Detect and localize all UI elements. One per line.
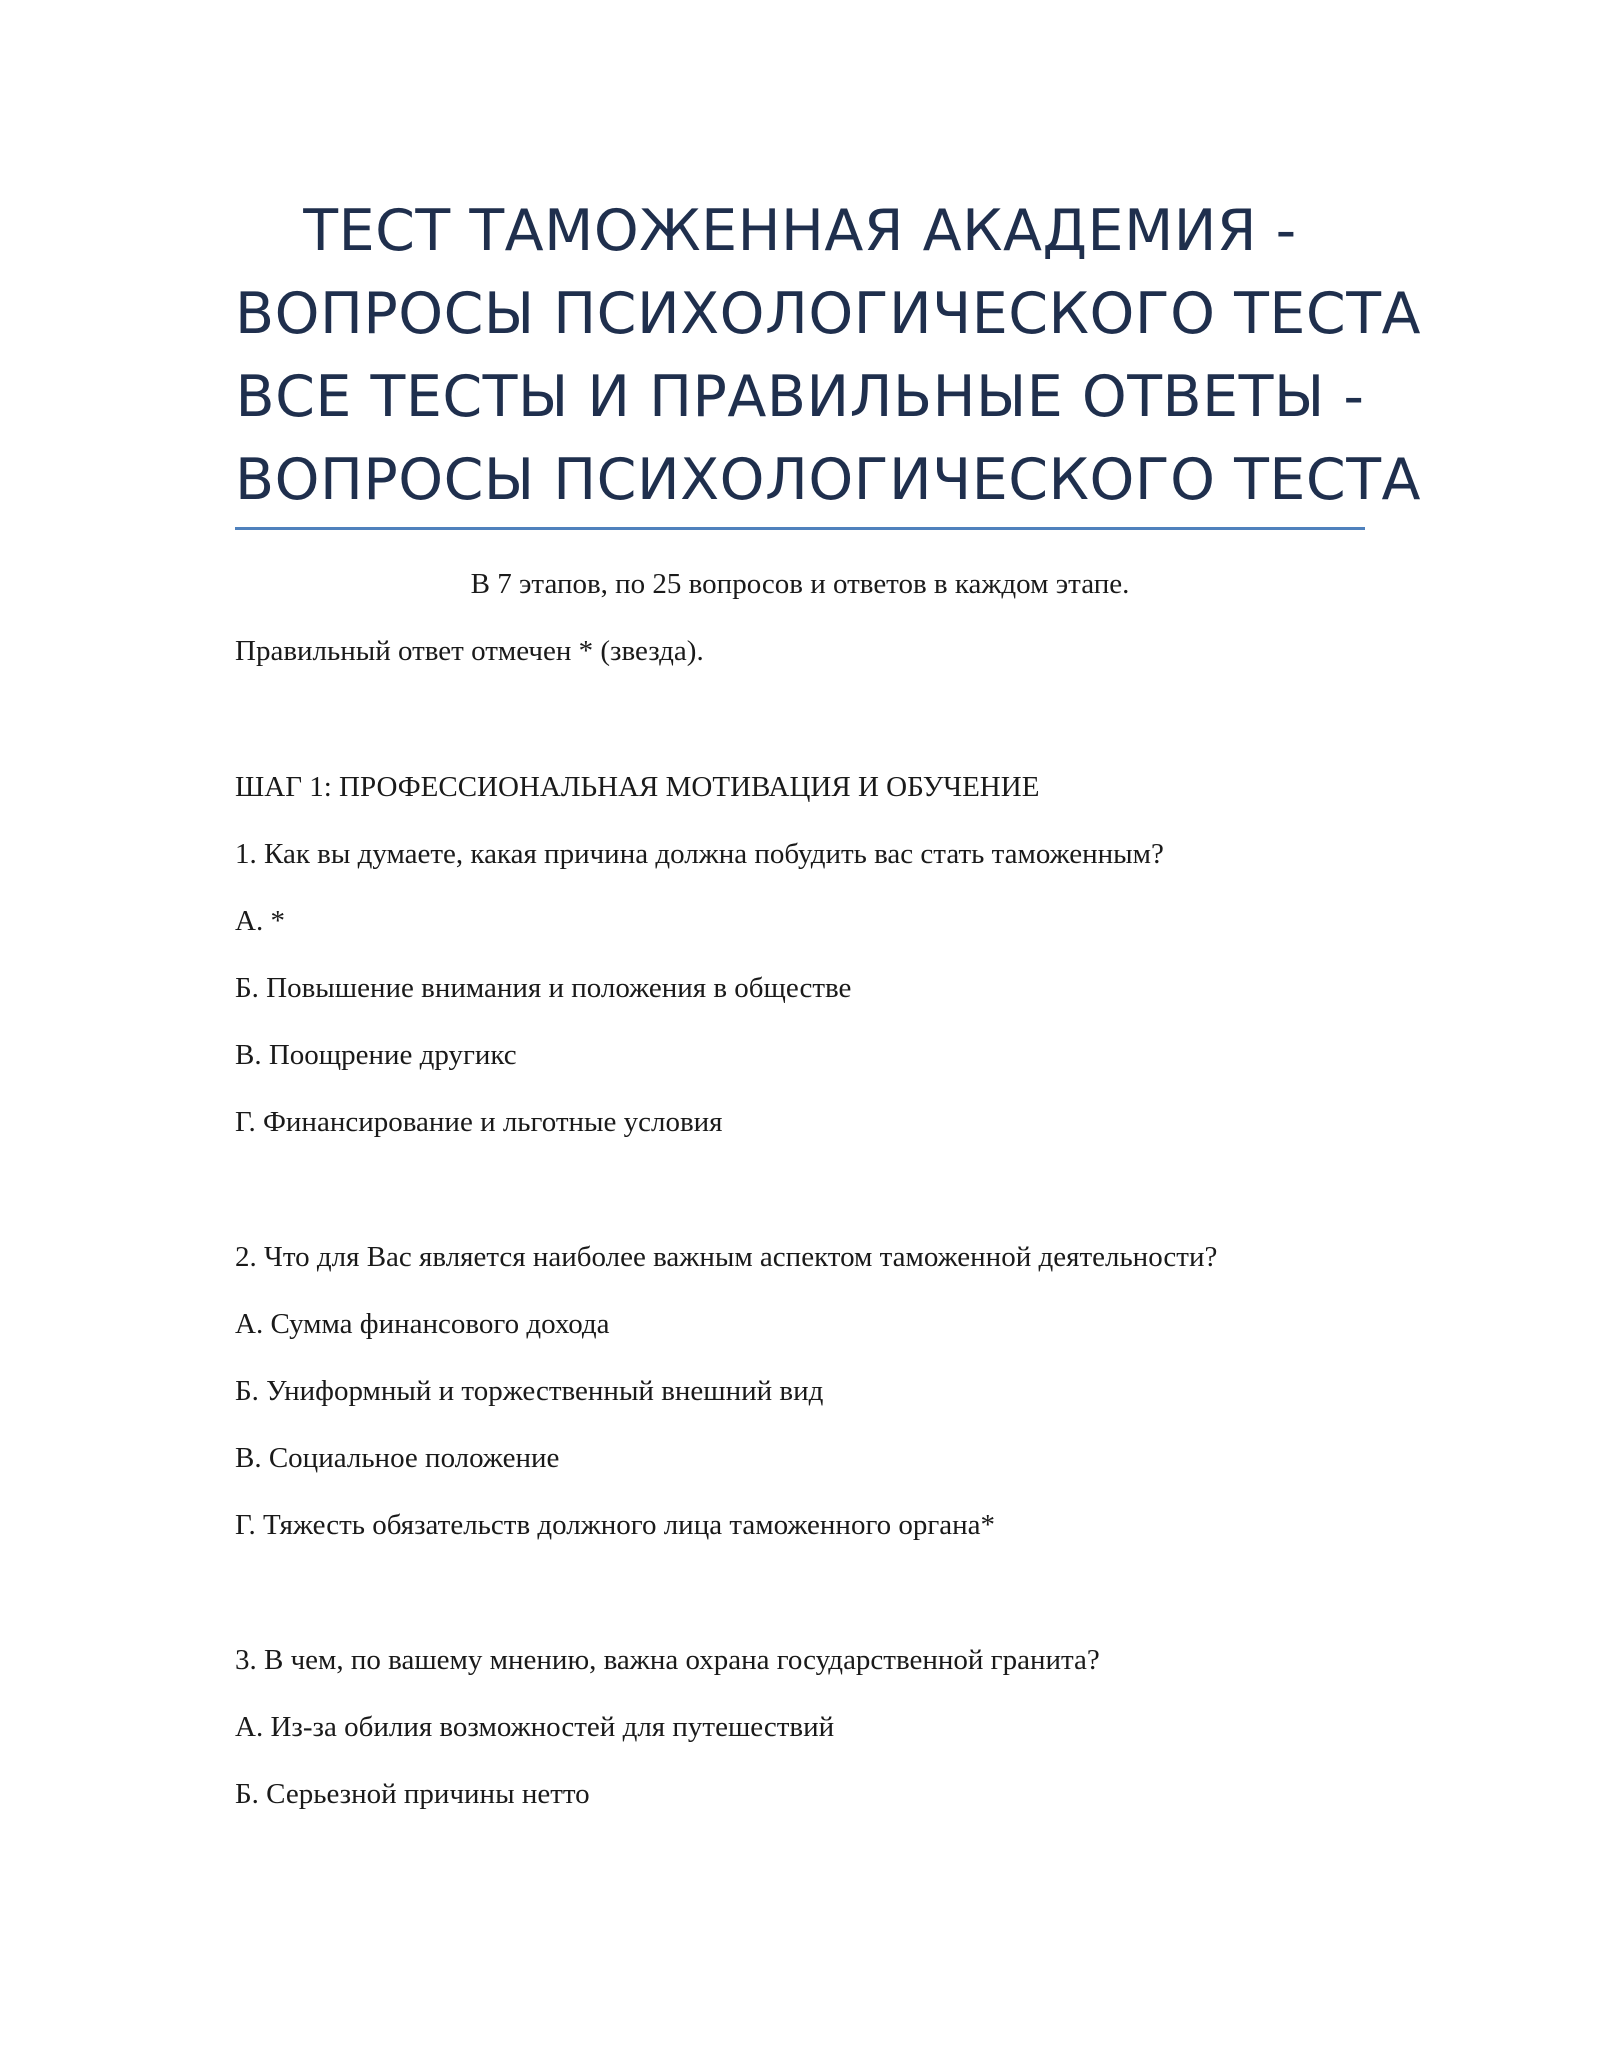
title-line: ТЕСТ ТАМОЖЕННАЯ АКАДЕМИЯ - [303, 198, 1297, 264]
answer-2c: В. Социальное положение [235, 1442, 560, 1474]
answer-2d: Г. Тяжесть обязательств должного лица таможенного органа* [235, 1509, 996, 1541]
answer-1b: Б. Повышение внимания и положения в обществе [235, 972, 852, 1004]
question-2: 2. Что для Вас является наиболее важным аспектом таможенной деятельности? [235, 1241, 1218, 1273]
section-heading: ШАГ 1: ПРОФЕССИОНАЛЬНАЯ МОТИВАЦИЯ И ОБУЧЕНИЕ [235, 771, 1040, 803]
question-3: 3. В чем, по вашему мнению, важна охрана государственной гранита? [235, 1644, 1100, 1676]
intro-stages: В 7 этапов, по 25 вопросов и ответов в каждом этапе. [470, 568, 1130, 600]
answer-2a: А. Сумма финансового дохода [235, 1308, 610, 1340]
intro-marker-note: Правильный ответ отмечен * (звезда). [235, 635, 704, 667]
answer-1c: В. Поощрение другикс [235, 1039, 517, 1071]
answer-3a: А. Из-за обилия возможностей для путешествий [235, 1711, 835, 1743]
answer-1a: А. * [235, 905, 285, 937]
question-1: 1. Как вы думаете, какая причина должна побудить вас стать таможенным? [235, 838, 1164, 870]
answer-3b: Б. Серьезной причины нетто [235, 1778, 590, 1810]
title-underline [235, 527, 1365, 530]
title-line: ВОПРОСЫ ПСИХОЛОГИЧЕСКОГО ТЕСТА [235, 281, 1422, 347]
title-line: ВСЕ ТЕСТЫ И ПРАВИЛЬНЫЕ ОТВЕТЫ - [235, 364, 1365, 430]
title-line: ВОПРОСЫ ПСИХОЛОГИЧЕСКОГО ТЕСТА [235, 447, 1422, 513]
document-title [235, 190, 1422, 522]
answer-1d: Г. Финансирование и льготные условия [235, 1106, 723, 1138]
answer-2b: Б. Униформный и торжественный внешний вид [235, 1375, 824, 1407]
